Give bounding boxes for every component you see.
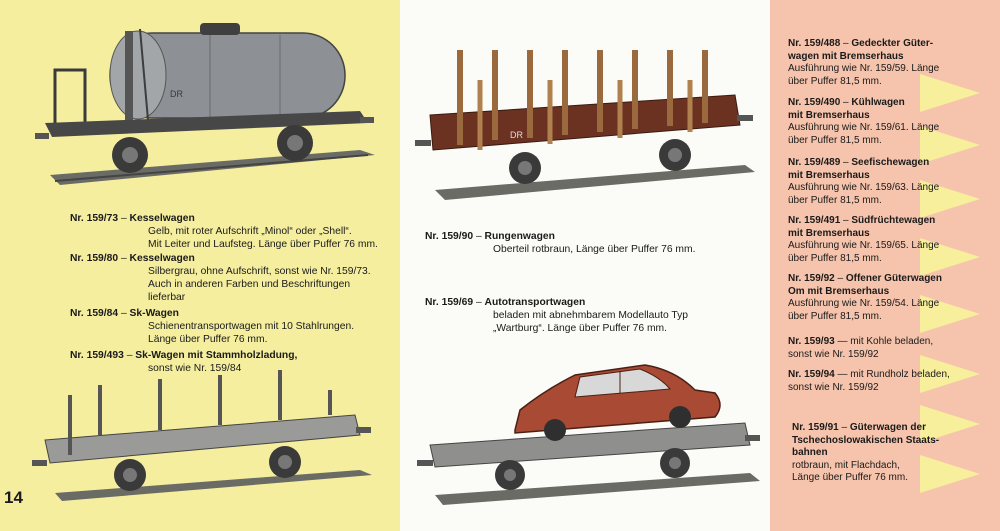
item-number: Nr. 159/491 (788, 215, 841, 226)
rungenwagen-illustration (405, 40, 760, 205)
item-number: Nr. 159/489 (788, 157, 841, 168)
item-title: mit Bremserhaus (788, 169, 870, 181)
catalog-entry-159-493: Nr. 159/493 – Sk-Wagen mit Stammholzladung, sonst wie Nr. 159/84 (70, 349, 395, 375)
catalog-entry-159-92: Nr. 159/92 – Offener Güterwagen Om mit Bremserhaus Ausführung wie Nr. 159/54. Länge über Puffer 81,5 mm. (788, 273, 998, 323)
item-description-line: sonst wie Nr. 159/92 (788, 381, 879, 393)
item-title: Südfrüchtewagen (851, 215, 936, 226)
item-description-line: Länge über Puffer 76 mm. (792, 472, 908, 484)
item-number: Nr. 159/488 (788, 38, 841, 49)
item-title: Gedeckter Güter- (851, 38, 934, 49)
item-number: Nr. 159/93 (788, 336, 835, 347)
item-description-line: rotbraun, mit Flachdach, (792, 459, 900, 471)
item-description-line: über Puffer 81,5 mm. (788, 310, 882, 322)
catalog-entry-159-489: Nr. 159/489 – Seefischewagen mit Bremserhaus Ausführung wie Nr. 159/63. Länge über Puffer 81,5 mm. (788, 157, 998, 207)
item-description-line: Auch in anderen Farben und Beschriftungen (148, 279, 351, 290)
item-description-line: Schienentransportwagen mit 10 Stahlrungen. (148, 321, 355, 332)
item-number: Nr. 159/80 (70, 253, 119, 264)
item-description-line: — mit Kohle beladen, (837, 336, 934, 347)
item-number: Nr. 159/90 (425, 231, 474, 242)
item-number: Nr. 159/94 (788, 369, 835, 380)
item-title: wagen mit Bremserhaus (788, 50, 904, 62)
rail-track (435, 473, 760, 505)
item-title: Autotransportwagen (484, 297, 586, 308)
item-description-line: Ausführung wie Nr. 159/61. Länge (788, 122, 940, 134)
item-title: Sk-Wagen (129, 308, 179, 319)
sk-wagon-illustration (30, 365, 375, 515)
item-description-line: sonst wie Nr. 159/84 (148, 363, 242, 374)
rail-track (55, 470, 372, 501)
item-description-line: Mit Leiter und Laufsteg. Länge über Puffer 76 mm. (148, 239, 378, 250)
item-title: Offener Güterwagen (845, 273, 942, 284)
rail-track (435, 165, 755, 200)
item-number: Nr. 159/493 (70, 350, 124, 361)
item-description-line: Silbergrau, ohne Aufschrift, sonst wie Nr. 159/73. (148, 266, 371, 277)
catalog-entry-159-491: Nr. 159/491 – Südfrüchtewagen mit Bremserhaus Ausführung wie Nr. 159/65. Länge über Puffer 81,5 mm. (788, 215, 998, 265)
catalog-entry-159-488: Nr. 159/488 – Gedeckter Güter- wagen mit Bremserhaus Ausführung wie Nr. 159/59. Länge über Puffer 81,5 mm. (788, 38, 998, 88)
item-title: Kesselwagen (129, 253, 195, 264)
wagon-frame (430, 95, 740, 150)
item-description-line: über Puffer 81,5 mm. (788, 75, 882, 87)
catalog-entry-159-490: Nr. 159/490 – Kühlwagen mit Bremserhaus Ausführung wie Nr. 159/61. Länge über Puffer 81,5 mm. (788, 97, 998, 147)
item-description-line: beladen mit abnehmbarem Modellauto Typ (493, 310, 688, 321)
item-description-line: Länge über Puffer 76 mm. (148, 334, 268, 345)
catalog-entry-159-94 (788, 369, 998, 394)
item-description-line: Ausführung wie Nr. 159/54. Länge (788, 298, 940, 310)
tank-wagon-illustration (30, 15, 380, 200)
item-title: Rungenwagen (484, 231, 555, 242)
item-description-line: sonst wie Nr. 159/92 (788, 348, 879, 360)
item-description-line: „Wartburg“. Länge über Puffer 76 mm. (493, 323, 667, 334)
wagon-frame (430, 423, 750, 467)
item-description-line: — mit Rundholz beladen, (837, 369, 950, 380)
item-title: Kesselwagen (129, 213, 195, 224)
item-title: mit Bremserhaus (788, 109, 870, 121)
autotransportwagen-illustration (415, 355, 765, 515)
page-number: 14 (4, 488, 23, 507)
catalog-entry-159-69: Nr. 159/69 – Autotransportwagen beladen mit abnehmbarem Modellauto Typ „Wartburg“. Länge über Puffer 76 mm. (425, 296, 765, 335)
item-title: Sk-Wagen mit Stammholzladung, (135, 350, 298, 361)
item-number: Nr. 159/73 (70, 213, 119, 224)
item-title: mit Bremserhaus (788, 227, 870, 239)
item-number: Nr. 159/490 (788, 97, 841, 108)
wagon-marking: DR (510, 130, 523, 140)
item-number: Nr. 159/92 (788, 273, 835, 284)
item-title: Om mit Bremserhaus (788, 285, 890, 297)
item-description-line: Ausführung wie Nr. 159/59. Länge (788, 63, 940, 75)
brake-platform-railing (55, 70, 85, 125)
item-title: bahnen (792, 447, 828, 459)
catalog-entry-159-73: Nr. 159/73 – Kesselwagen Gelb, mit roter Aufschrift „Minol“ oder „Shell“. Mit Leiter und Laufsteg. Länge über Puffer 76 mm. (70, 212, 395, 251)
item-number: Nr. 159/91 (792, 422, 839, 433)
item-title: Kühlwagen (851, 97, 905, 108)
item-number: Nr. 159/69 (425, 297, 474, 308)
catalog-entry-159-93 (788, 336, 998, 361)
item-description-line: über Puffer 81,5 mm. (788, 194, 882, 206)
item-number: Nr. 159/84 (70, 308, 119, 319)
item-title: Tschechoslowakischen Staats- (792, 434, 940, 446)
item-title: Güterwagen der (849, 422, 926, 433)
item-description-line: lieferbar (148, 292, 186, 303)
catalog-entry-159-84: Nr. 159/84 – Sk-Wagen Schienentransportwagen mit 10 Stahlrungen. Länge über Puffer 76 mm. (70, 307, 395, 346)
item-description-line: Oberteil rotbraun, Länge über Puffer 76 mm. (493, 244, 696, 255)
item-description-line: über Puffer 81,5 mm. (788, 134, 882, 146)
item-description-line: Ausführung wie Nr. 159/63. Länge (788, 182, 940, 194)
catalog-entry-159-91: Nr. 159/91 – Güterwagen der Tschechoslowakischen Staats- bahnen rotbraun, mit Flachdach, Länge über Puffer 76 mm. (792, 422, 992, 485)
tank-marking: DR (170, 89, 183, 99)
wagon-frame (45, 415, 360, 463)
item-description-line: Gelb, mit roter Aufschrift „Minol“ oder „Shell“. (148, 226, 352, 237)
item-description-line: über Puffer 81,5 mm. (788, 252, 882, 264)
item-title: Seefischewagen (851, 157, 930, 168)
catalog-entry-159-80: Nr. 159/80 – Kesselwagen Silbergrau, ohne Aufschrift, sonst wie Nr. 159/73. Auch in anderen Farben und Beschriftungen lieferbar (70, 252, 395, 304)
item-description-line: Ausführung wie Nr. 159/65. Länge (788, 240, 940, 252)
catalog-entry-159-90: Nr. 159/90 – Rungenwagen Oberteil rotbraun, Länge über Puffer 76 mm. (425, 230, 765, 256)
